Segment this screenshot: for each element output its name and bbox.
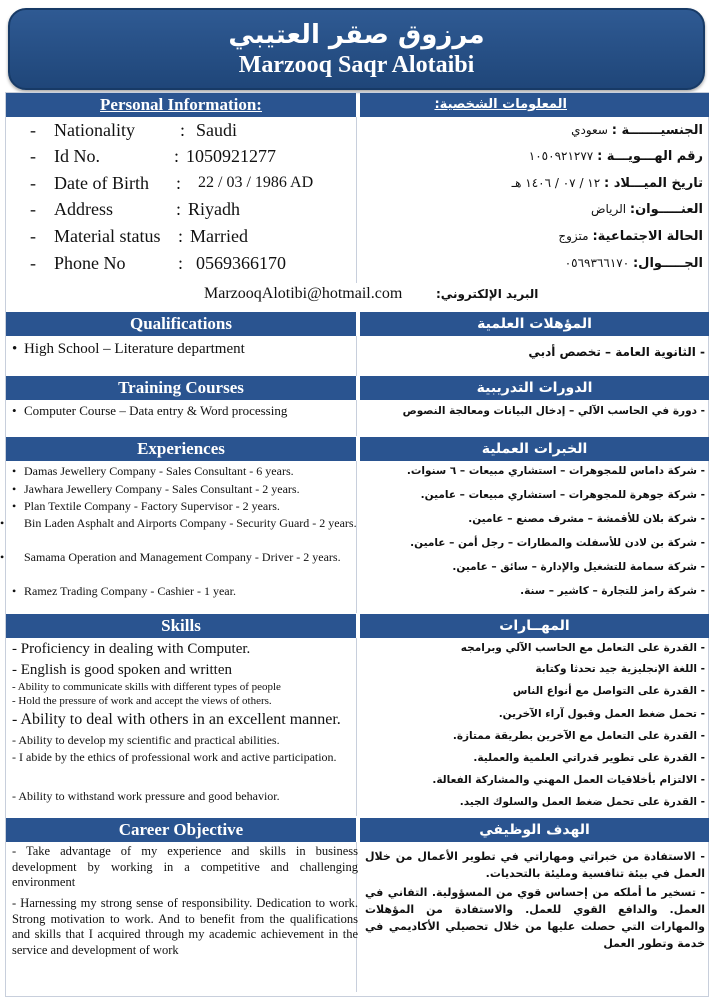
name-arabic: مرزوق صقر العتيبي bbox=[228, 20, 485, 50]
career-objective-title-en: Career Objective bbox=[6, 818, 356, 842]
training-title-en: Training Courses bbox=[6, 376, 356, 400]
skills-title-ar: المهــارات bbox=[360, 614, 709, 638]
personal-info-title-en: Personal Information: bbox=[6, 93, 356, 117]
address-row-ar: العنـــــوان: الرياض bbox=[590, 202, 703, 217]
skill-item-en: - Hold the pressure of work and accept the views of others. bbox=[12, 695, 272, 707]
training-item-en: • Computer Course – Data entry & Word processing bbox=[12, 403, 288, 418]
dob-row-ar: تاريخ الميـــلاد : ١٢ / ٠٧ / ١٤٠٦ هـ bbox=[511, 176, 703, 191]
resume-page: مرزوق صقر العتيبي Marzooq Saqr Alotaibi Personal Information: المعلومات الشخصية: - Nationality : Saudi - Id No. : 1050921277 - Date of Birth : 22 / 03 / 1986 AD - Address : Riyadh - Material status : Married - Phone No : 0569366170 الجنسيـــــــة : سعودي رقم الهـــويـــة : ١٠٥٠٩٢١٢٧٧ تاريخ الميـــلاد : ١٢ / ٠٧ / ١٤٠٦ هـ العنـــــوان: الرياض الحالة الاجتماعية: متزوج الجـــــوال: ٠٥٦٩٣٦٦١٧٠ MarzooqAlotibi@hotmail.com البريد الإلكتروني: Qualifications المؤهلات العلمية • High School – Literature department - الثانوية العامة – تخصص أدبي Training Courses الدورات التدريبية • Computer Course – Data entry & Word processing - دورة في الحاسب الآلي – إدخال البيانات ومعالجة النصوص Experiences الخبرات العملية • Damas Jewellery Company - Sales Consultant - 6 years. • Jawhara Jewellery Company - Sales Consultant - 2 years. • Plan Textile Company - Factory Supervisor - 2 years. • Bin Laden Asphalt and Airports Company - Security Guard - 2 years. • Samama Operation and Management Company - Driver - 2 years. • Ramez Trading Company - Cashier - 1 year. - شركة داماس للمجوهرات – استشاري مبيعات – ٦ سنوات. - شركة جوهرة للمجوهرات – استشاري مبيعات – عامين. - شركة بلان للأقمشة – مشرف مصنع – عامين. - شركة بن لادن للأسفلت والمطارات – رجل أمن – عامين. - شركة سمامة للتشغيل والإدارة – سائق – عامين. - شركة رامز للتجارة – كاشير – سنة. Skills المهــارات - Proficiency in dealing with Computer. - English is good spoken and written - Ability to communicate skills with different types of people - Hold the pressure of work and accept the views of others. - Ability to deal with others in an excellent manner. - Ability to develop my scientific and practical abilities. - I abide by the ethics of professional work and active participation. - Ability to withstand work pressure and good behavior. - القدرة على التعامل مع الحاسب الآلي وبرامجه - اللغة الإنجليزية جيد تحدثا وكتابة - القدرة على التواصل مع أنواع الناس - تحمل ضغط العمل وقبول آراء الآخرين. - القدرة على التعامل مع الآخرين بطريقة ممتازة. - القدرة على تطوير قدراتي العلمية والعملية. - الالتزام بأخلاقيات العمل المهني والمشاركة الفعالة. - القدرة على تحمل ضغط العمل والسلوك الجيد. Career Objective الهدف الوظيفي - Take advantage of my experience and skills in business development by working in a competitive and challenging environment - Harnessing my strong sense of responsibility. Dedication to work. Strong motivation to work. And to benefit from the qualifications and skills that I acquired through my academic achievement in the service and development of work - الاستفادة من خبراتي ومهاراتي في تطوير الأعمال من خلال العمل في بيئة تنافسية ومليئة بالتحديات. - تسخير ما أملكه من إحساس قوي من المسؤولية. التفاني في العمل. والدافع القوي للعمل. والاستفادة من المؤهلات والمهارات التي حصلت عليها من خلال تحصيلي الأكاديمي في خدمة وتطور العمل bbox=[0, 0, 713, 1000]
skill-item-en: - Proficiency in dealing with Computer. bbox=[12, 641, 251, 657]
experience-item-ar: - شركة بن لادن للأسفلت والمطارات – رجل أمن – عامين. bbox=[410, 537, 705, 549]
experience-item-en: • Ramez Trading Company - Cashier - 1 year. bbox=[12, 584, 236, 598]
experience-item-en: • Jawhara Jewellery Company - Sales Consultant - 2 years. bbox=[12, 482, 300, 496]
career-item-en: - Take advantage of my experience and skills in business development by working in a competitive and challenging environment bbox=[12, 844, 358, 889]
skill-item-ar: - اللغة الإنجليزية جيد تحدثا وكتابة bbox=[535, 663, 705, 675]
career-item-ar: - تسخير ما أملكه من إحساس قوي من المسؤولية. التفاني في العمل. والدافع القوي للعمل. والاستفادة من المؤهلات والمهارات التي حصلت عليها من خلال تحصيلي الأكاديمي في خدمة وتطور العمل bbox=[365, 886, 705, 950]
phone-row-ar: الجـــــوال: ٠٥٦٩٣٦٦١٧٠ bbox=[564, 256, 703, 271]
skill-item-en: - English is good spoken and written bbox=[12, 662, 232, 678]
marital-status-row-ar: الحالة الاجتماعية: متزوج bbox=[558, 229, 703, 244]
skill-item-ar: - القدرة على التعامل مع الآخرين بطريقة ممتازة. bbox=[452, 730, 705, 742]
skill-item-ar: - القدرة على التعامل مع الحاسب الآلي وبرامجه bbox=[460, 642, 705, 654]
experiences-title-en: Experiences bbox=[6, 437, 356, 461]
personal-info-title-ar: المعلومات الشخصية: bbox=[360, 93, 709, 117]
skill-item-en: - Ability to develop my scientific and practical abilities. bbox=[12, 733, 280, 747]
experience-item-ar: - شركة داماس للمجوهرات – استشاري مبيعات – ٦ سنوات. bbox=[406, 465, 705, 477]
experiences-title-ar: الخبرات العملية bbox=[360, 437, 709, 461]
qualifications-title-ar: المؤهلات العلمية bbox=[360, 312, 709, 336]
experience-item-en: • Plan Textile Company - Factory Supervisor - 2 years. bbox=[12, 499, 280, 513]
name-english: Marzooq Saqr Alotaibi bbox=[238, 52, 475, 78]
skill-item-ar: - القدرة على التواصل مع أنواع الناس bbox=[512, 685, 705, 697]
nationality-row-ar: الجنسيـــــــة : سعودي bbox=[571, 123, 703, 138]
skill-item-ar: - القدرة على تحمل ضغط العمل والسلوك الجيد. bbox=[459, 796, 705, 808]
training-title-ar: الدورات التدريبية bbox=[360, 376, 709, 400]
column-divider bbox=[356, 117, 357, 283]
id-row-ar: رقم الهـــويـــة : ١٠٥٠٩٢١٢٧٧ bbox=[528, 149, 703, 164]
experience-item-ar: - شركة سمامة للتشغيل والإدارة – سائق – عامين. bbox=[452, 561, 705, 573]
training-item-ar: - دورة في الحاسب الآلي – إدخال البيانات ومعالجة النصوص bbox=[402, 405, 705, 417]
skill-item-ar: - الالتزام بأخلاقيات العمل المهني والمشاركة الفعالة. bbox=[432, 774, 705, 786]
skill-item-ar: - تحمل ضغط العمل وقبول آراء الآخرين. bbox=[498, 708, 705, 720]
career-item-ar: - الاستفادة من خبراتي ومهاراتي في تطوير الأعمال من خلال العمل في بيئة تنافسية ومليئة بالتحديات. bbox=[365, 850, 705, 880]
experience-item-en: • Bin Laden Asphalt and Airports Company - Security Guard - 2 years. bbox=[0, 516, 357, 530]
skill-item-en: - Ability to withstand work pressure and good behavior. bbox=[12, 789, 280, 803]
experience-item-en: • Samama Operation and Management Company - Driver - 2 years. bbox=[0, 550, 341, 564]
experience-item-ar: - شركة جوهرة للمجوهرات – استشاري مبيعات – عامين. bbox=[420, 489, 705, 501]
skill-item-en: - I abide by the ethics of professional work and active participation. bbox=[12, 750, 337, 764]
career-item-en: - Harnessing my strong sense of responsibility. Dedication to work. Strong motivation to work. And to benefit from the qualifications and skills that I acquired through my academic achievement in the service and development of work bbox=[12, 896, 358, 957]
experience-item-en: • Damas Jewellery Company - Sales Consultant - 6 years. bbox=[12, 464, 294, 478]
email-label-ar: البريد الإلكتروني: bbox=[436, 287, 539, 301]
skill-item-en: - Ability to communicate skills with different types of people bbox=[12, 681, 281, 693]
career-objective-title-ar: الهدف الوظيفي bbox=[360, 818, 709, 842]
qualifications-title-en: Qualifications bbox=[6, 312, 356, 336]
experience-item-ar: - شركة بلان للأقمشة – مشرف مصنع – عامين. bbox=[468, 513, 705, 525]
name-header bbox=[8, 8, 705, 90]
email-row bbox=[6, 283, 706, 305]
email-value[interactable]: MarzooqAlotibi@hotmail.com bbox=[204, 285, 403, 302]
skills-title-en: Skills bbox=[6, 614, 356, 638]
experience-item-ar: - شركة رامز للتجارة – كاشير – سنة. bbox=[520, 585, 705, 597]
qualification-item-en: • High School – Literature department bbox=[12, 341, 245, 357]
skill-item-ar: - القدرة على تطوير قدراتي العلمية والعملية. bbox=[473, 752, 705, 764]
skill-item-en: - Ability to deal with others in an excellent manner. bbox=[12, 711, 341, 728]
qualification-item-ar: - الثانوية العامة – تخصص أدبي bbox=[528, 345, 705, 359]
